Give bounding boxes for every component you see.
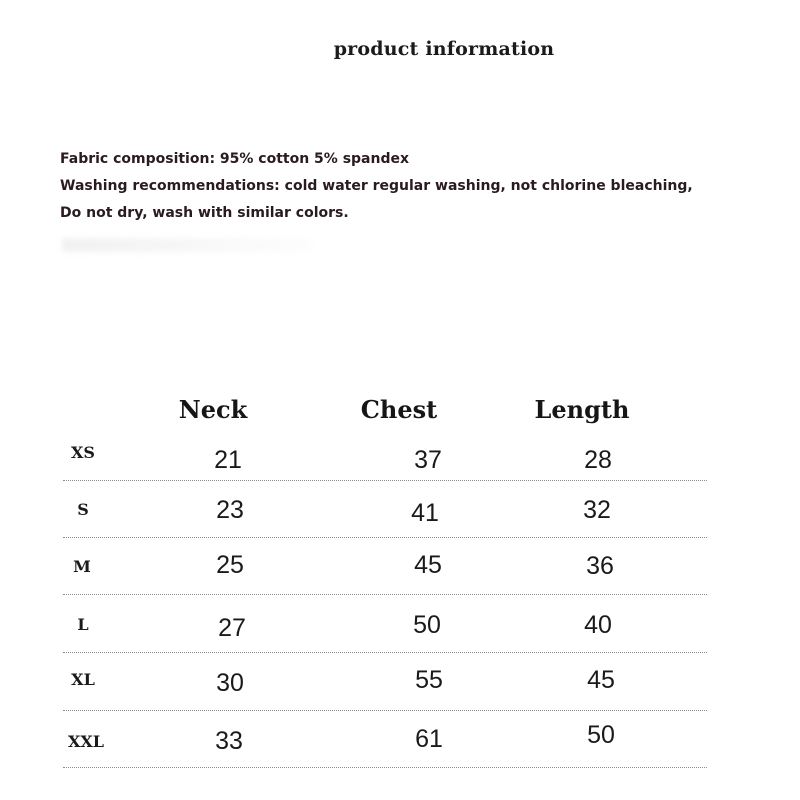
cell-m-chest: 45 <box>414 551 442 579</box>
row-divider <box>63 710 707 711</box>
cell-xxl-chest: 61 <box>415 725 443 753</box>
cell-xl-neck: 30 <box>216 669 244 697</box>
cell-xs-length: 28 <box>584 446 612 474</box>
page-title: product information <box>333 38 555 60</box>
header-neck: Neck <box>178 395 248 424</box>
washing-notes-text: Do not dry, wash with similar colors. <box>60 205 349 221</box>
header-length: Length <box>534 395 630 424</box>
cell-s-length: 32 <box>583 496 611 524</box>
row-divider <box>63 652 707 653</box>
size-label-s: S <box>77 500 89 519</box>
cell-xs-neck: 21 <box>214 446 242 474</box>
row-divider <box>63 480 707 481</box>
row-divider <box>63 594 707 595</box>
product-info <box>60 146 760 227</box>
cell-xl-length: 45 <box>587 666 615 694</box>
size-label-xxl: XXL <box>67 732 105 751</box>
cell-m-neck: 25 <box>216 551 244 579</box>
size-label-l: L <box>77 615 89 634</box>
cell-s-chest: 41 <box>411 499 439 527</box>
cell-xxl-length: 50 <box>587 721 615 749</box>
cell-m-length: 36 <box>586 552 614 580</box>
cell-l-chest: 50 <box>413 611 441 639</box>
size-label-m: M <box>73 557 91 576</box>
cell-l-neck: 27 <box>218 614 246 642</box>
cell-xs-chest: 37 <box>414 446 442 474</box>
washing-recommendations-text: Washing recommendations: cold water regular washing, not chlorine bleaching, <box>60 178 693 194</box>
size-label-xl: XL <box>71 670 95 689</box>
header-chest: Chest <box>360 395 438 424</box>
cell-xl-chest: 55 <box>415 666 443 694</box>
row-divider <box>63 767 707 768</box>
row-divider <box>63 537 707 538</box>
size-label-xs: XS <box>71 443 95 462</box>
faint-text-residue <box>62 238 312 252</box>
cell-s-neck: 23 <box>216 496 244 524</box>
fabric-composition-text: Fabric composition: 95% cotton 5% spandex <box>60 151 410 167</box>
cell-xxl-neck: 33 <box>215 727 243 755</box>
cell-l-length: 40 <box>584 611 612 639</box>
